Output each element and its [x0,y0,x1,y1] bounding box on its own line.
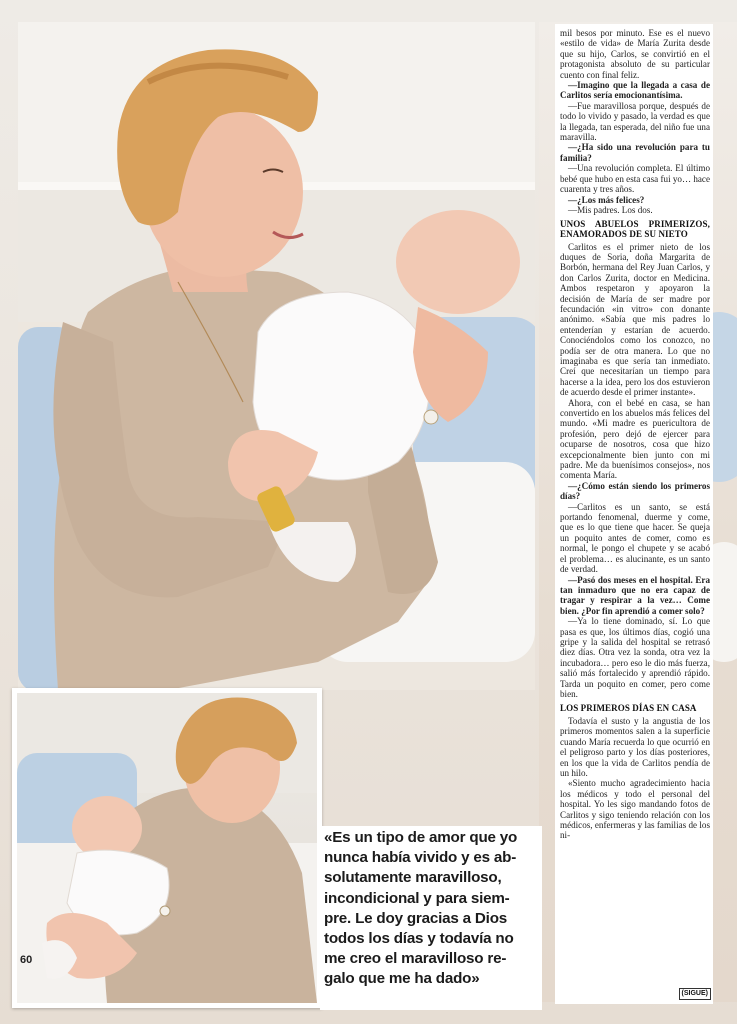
body-paragraph: Ahora, con el bebé en casa, se han convertido en los abuelos más felices del mundo. «Mi madre es puericultora de profesión, pero dejó de ejercer para ocuparse de nosotros, cosa que hizo excepcionalmente bien junto con mi padre. Me da buenísimos consejos», nos comenta María. [560,397,710,481]
pull-quote [320,826,542,1010]
interview-question: —¿Ha sido una revolución para tu familia? [560,142,710,163]
article-body [560,28,710,841]
section-heading: UNOS ABUELOS PRIMERIZOS, ENAMORADOS DE SU NIETO [560,219,710,239]
pull-quote-line: pre. Le doy gracias a Dios [324,909,508,927]
main-photo [18,22,535,690]
interview-question: —Imagino que la llegada a casa de Carlitos sería emocionantísima. [560,80,710,101]
pull-quote-line: me creo el maravilloso re- [324,950,507,968]
article-column [555,24,713,1004]
body-paragraph: «Siento mucho agradecimiento hacia los médicos y todo el personal del hospital. Yo les sigo mandando fotos de Carlitos y sigo teniendo relación con los médicos, enfermeras y las familias de los ni- [560,778,710,841]
main-photo-illustration [18,22,535,690]
pull-quote-line: todos los días y todavía no [324,930,514,948]
body-paragraph: mil besos por minuto. Ese es el nuevo «estilo de vida» de María Zurita desde que su hijo, Carlos, se convirtió en el protagonista absoluto de su particular cuento con final feliz. [560,28,710,80]
continued-label: (SIGUE) [679,988,711,1000]
body-paragraph: —Fue maravillosa porque, después de todo lo vivido y pasado, la verdad es que la llegada, tan esperada, del niño fue una maravilla. [560,100,710,143]
pull-quote-line: galo que me ha dado» [324,970,480,988]
pull-quote-line: incondicional y para siem- [324,889,510,907]
baby-head [396,210,520,314]
body-paragraph: Carlitos es el primer nieto de los duques de Soria, doña Margarita de Borbón, hermana del Rey Juan Carlos, y don Carlos Zurita, doctor en Medicina. Ambos respetaron y apoyaron la decisión de María de ser madre por fecundación «in vitro» con donante anónimo. «Sabía que mis padres lo entenderían y estarían de acuerdo. Conociéndolos como los conozco, no podía ser de otra manera. Lo que no imaginaba es que sería tan inmediato. Creí que necesitarían un tiempo para hacerse a la idea, pero los dos estuvieron de acuerdo desde el primer instante». [560,241,710,398]
interview-question: —¿Cómo están siendo los primeros días? [560,480,710,502]
inset-photo-illustration [17,693,317,1003]
interview-question: —¿Los más felices? [568,194,645,205]
pull-quote-line: «Es un tipo de amor que yo [324,829,518,846]
inset-photo [12,688,322,1008]
body-paragraph: —Una revolución completa. El último bebé que hubo en esta casa fui yo… hace cuarenta y tres años. [560,163,710,195]
body-paragraph: —Ya lo tiene dominado, sí. Lo que pasa es que, los últimos días, cogió una gripe y la salida del hospital se retrasó diez días. Otra vez la sonda, otra vez la incubadora… pero eso le dio más fuerza, salió más fortalecido y aprendió rápido. Tarda un poquito en comer, pero come bien. [560,616,710,699]
pull-quote-line: solutamente maravilloso, [324,869,502,887]
inset-bracelet [160,906,170,916]
section-heading: LOS PRIMEROS DÍAS EN CASA [560,703,697,714]
watch-charm [424,410,438,424]
body-paragraph: —Mis padres. Los dos. [568,204,653,215]
page-number: 60 [20,954,33,966]
body-paragraph: —Carlitos es un santo, se está portando fenomenal, duerme y come, que es lo que tiene que hacer. Se queja un poquito antes de comer, como es normal, le pongo el chupete y se acabó el problema… es alucinante, es un santo de verdad. [560,501,710,575]
pull-quote-line: nunca había vivido y es ab- [324,849,517,867]
body-paragraph: Todavía el susto y la angustia de los primeros momentos salen a la superficie cuando María recuerda lo que ocurrió en el peligroso parto y los días posteriores, en los que la vida de Carlitos pendía de un hilo. [560,715,710,778]
interview-question: —Pasó dos meses en el hospital. Era tan inmaduro que no era capaz de tragar y respirar a la vez… Come bien. ¿Por fin aprendió a comer solo? [560,574,710,616]
